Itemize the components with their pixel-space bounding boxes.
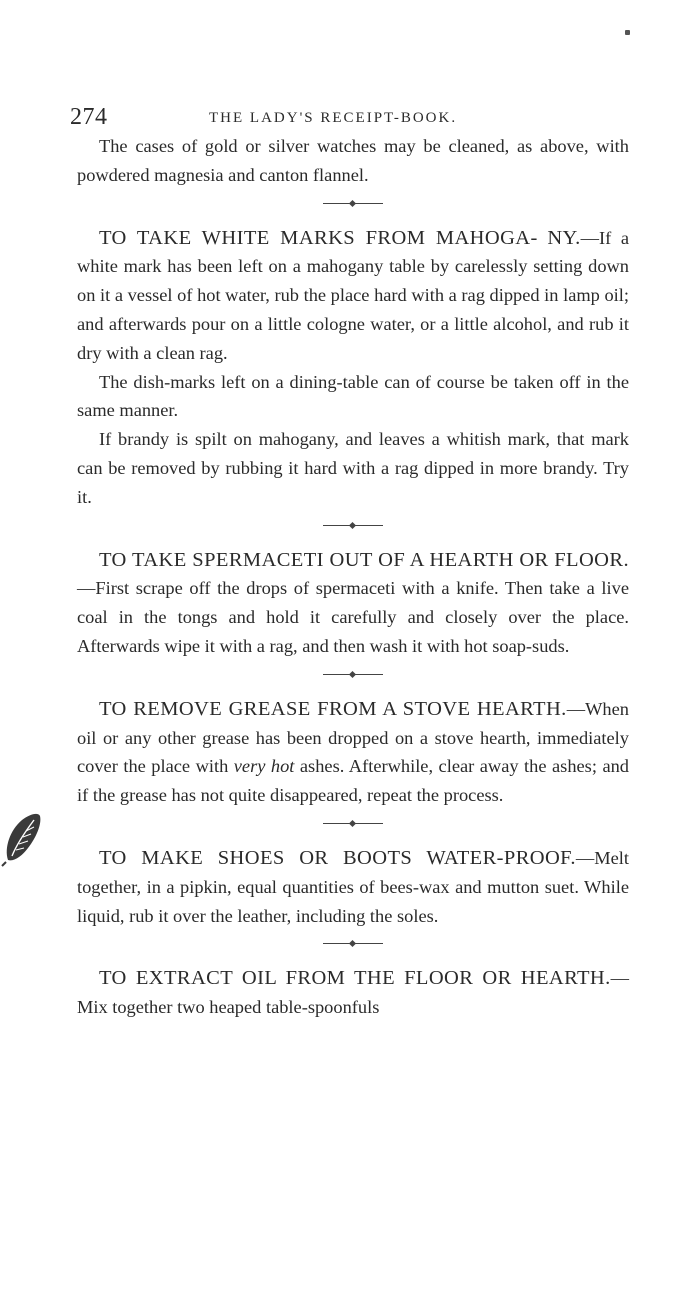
recipe-spermaceti: [77, 546, 629, 661]
recipe-heading: TO TAKE WHITE MARKS FROM MAHOGA-: [99, 226, 538, 249]
recipe-heading-continued: NY.: [547, 226, 581, 249]
section-divider: [77, 661, 629, 689]
paragraph-watch-cases: The cases of gold or silver watches may be cleaned, as above, with powdered magnesia and canton flannel.: [77, 136, 629, 185]
recipe-text-continued: ashes. Afterwhile, clear away the ashes; and if the grease has not quite disappeared, repeat the process.: [77, 756, 629, 806]
recipe-stove-grease: [77, 695, 629, 810]
section-divider: [77, 512, 629, 540]
decorative-leaf-icon: [0, 808, 44, 868]
running-head: [70, 100, 629, 132]
running-title: THE LADY'S RECEIPT-BOOK.: [209, 110, 458, 126]
recipe-text: —Melt together, in a pipkin, equal quantities of bees-wax and mutton suet. While liquid, rub it over the leather, including the soles.: [77, 847, 629, 926]
recipe-heading: TO MAKE SHOES OR BOOTS WATER-PROOF.: [99, 846, 576, 869]
recipe-text: —When oil or any other grease has been dropped on a stove hearth, immediately cover the place with: [77, 698, 629, 777]
book-page: [70, 100, 629, 1022]
recipe-white-marks: [77, 224, 629, 368]
recipe-heading: TO TAKE SPERMACETI OUT OF A HEARTH OR FLOOR.: [99, 548, 629, 571]
paragraph-dish-marks: The dish-marks left on a dining-table can of course be taken off in the same manner.: [77, 371, 629, 421]
recipe-text-emphasis: very hot: [233, 756, 295, 777]
recipe-text: —First scrape off the drops of spermaceti with a knife. Then take a live coal in the tongs and hold it carefully and closely over the place. Afterwards wipe it with a rag, and then wash it with hot soap-suds.: [77, 578, 629, 656]
page-number: 274: [70, 104, 108, 130]
section-divider: [77, 930, 629, 958]
recipe-heading: TO REMOVE GREASE FROM A STOVE HEARTH.: [99, 697, 567, 720]
recipe-heading: TO EXTRACT OIL FROM THE FLOOR OR HEARTH.: [99, 967, 611, 990]
paragraph-brandy: If brandy is spilt on mahogany, and leaves a whitish mark, that mark can be removed by rubbing it hard with a rag dipped in more brandy. Try it.: [77, 429, 629, 507]
recipe-extract-oil: [77, 964, 629, 1022]
section-divider: [77, 190, 629, 218]
margin-mark: [625, 30, 630, 35]
section-divider: [77, 810, 629, 838]
recipe-text: —Mix together two heaped table-spoonfuls: [77, 968, 629, 1018]
recipe-waterproof-boots: [77, 844, 629, 930]
recipe-text: —If a white mark has been left on a mahogany table by carelessly setting down on it a vessel of hot water, rub the place hard with a rag dipped in lamp oil; and afterwards pour on a little cologne water, or a little alcohol, and rub it dry with a clean rag.: [77, 227, 629, 363]
